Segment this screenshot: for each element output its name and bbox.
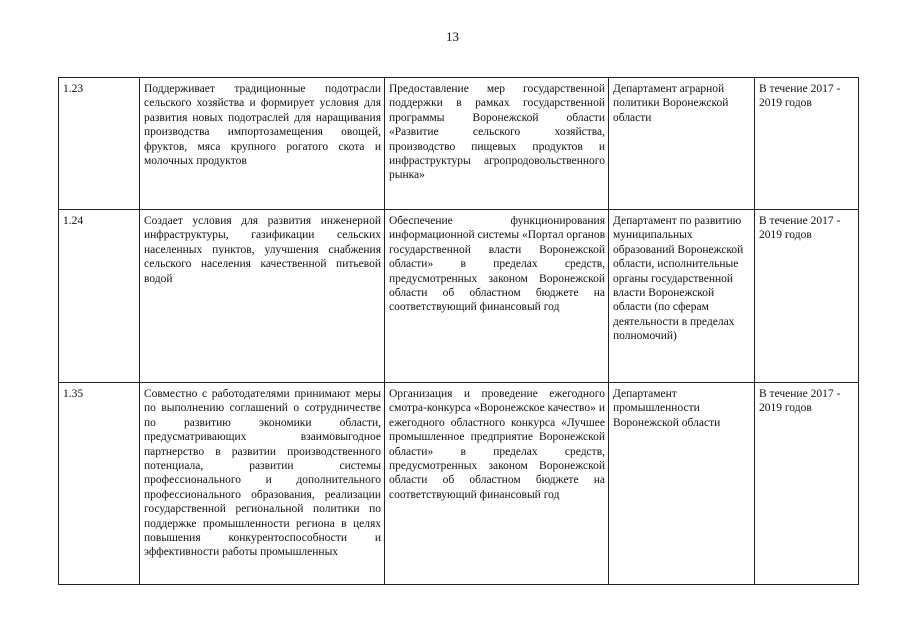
measure-cell: Организация и проведение ежегодного смотра-конкурса «Воронежское качество» и ежегодного областного конкурса «Лучшее промышленное предприятие Воронежской области» в пределах средств, предусмотренных законом Воронежской области об областном бюджете на соответствующий финансовый год xyxy=(385,383,609,585)
measure-cell: Обеспечение функционирования информационной системы «Портал органов государственной власти Воронежской области» в пределах средств, предусмотренных законом Воронежской области об областном бюджете на соответствующий финансовый год xyxy=(385,210,609,383)
table-row xyxy=(59,383,859,585)
measure-cell: Предоставление мер государственной поддержки в рамках государственной программы Воронежской области «Развитие сельского хозяйства, производство пищевых продуктов и инфраструктуры агропродовольственного рынка» xyxy=(385,78,609,210)
table-row xyxy=(59,78,859,210)
task-cell: Поддерживает традиционные подотрасли сельского хозяйства и формирует условия для развития новых подотраслей для наращивания производства импортозамещения овощей, фруктов, мяса крупного рогатого скота и молочных продуктов xyxy=(140,78,385,210)
term-cell: В течение 2017 - 2019 годов xyxy=(755,78,859,210)
term-cell: В течение 2017 - 2019 годов xyxy=(755,383,859,585)
task-cell xyxy=(140,383,385,585)
row-number: 1.23 xyxy=(59,78,140,210)
row-number: 1.35 xyxy=(59,383,140,585)
table-row xyxy=(59,210,859,383)
executor-cell: Департамент аграрной политики Воронежской области xyxy=(609,78,755,210)
row-number: 1.24 xyxy=(59,210,140,383)
measures-table xyxy=(58,77,859,585)
task-cell: Создает условия для развития инженерной инфраструктуры, газификации сельских населенных пунктов, улучшения снабжения сельского населения качественной питьевой водой xyxy=(140,210,385,383)
task-cell-text: Совместно с работодателями принимают меры по выполнению соглашений о сотрудничестве по развитию экономики области, предусматривающих взаимовыгодное партнерство в развитии производственного потенциала, развитии системы профессионального и дополнительного профессионального образования, реализации государственной региональной политики по поддержке промышленности региона в целях повышения конкурентоспособности и эффективности работы промышленных xyxy=(144,388,381,559)
executor-cell: Департамент промышленности Воронежской области xyxy=(609,383,755,585)
executor-cell: Департамент по развитию муниципальных образований Воронежской области, исполнительные органы государственной власти Воронежской области (по сферам деятельности в пределах полномочий) xyxy=(609,210,755,383)
page-number: 13 xyxy=(446,29,459,44)
term-cell: В течение 2017 - 2019 годов xyxy=(755,210,859,383)
